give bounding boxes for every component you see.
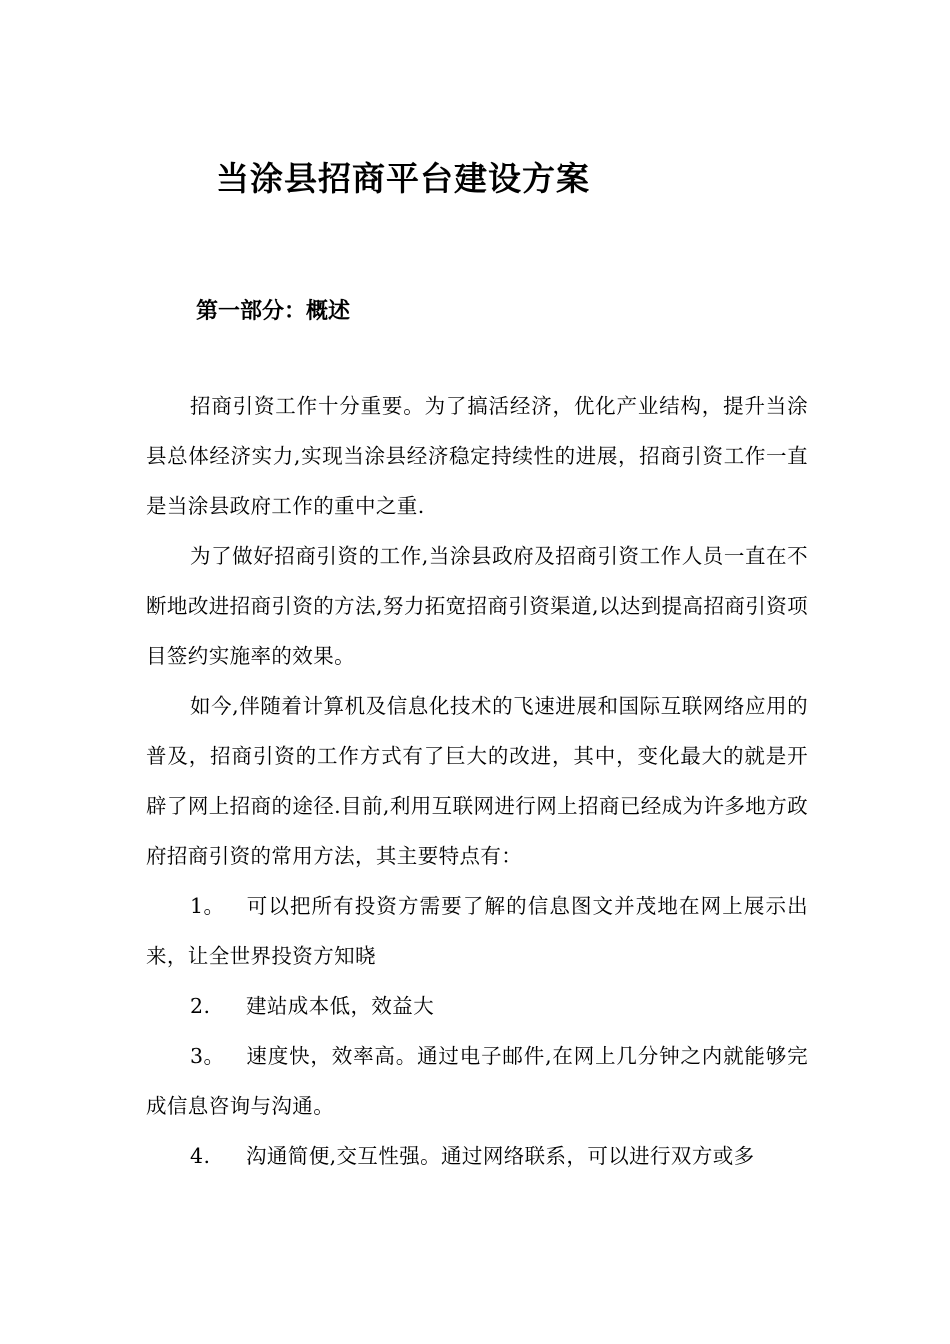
list-item (146, 981, 808, 1031)
section-heading: 第一部分：概述 (196, 298, 351, 324)
paragraph: 如今,伴随着计算机及信息化技术的飞速进展和国际互联网络应用的普及，招商引资的工作方式有了巨大的改进，其中，变化最大的就是开辟了网上招商的途径.目前,利用互联网进行网上招商已经成为许多地方政府招商引资的常用方法，其主要特点有： (146, 694, 808, 868)
list-item-text: 建站成本低，效益大 (246, 994, 435, 1018)
list-item-number: 3。 (190, 1044, 225, 1068)
paragraph: 为了做好招商引资的工作,当涂县政府及招商引资工作人员一直在不断地改进招商引资的方法,努力拓宽招商引资渠道,以达到提高招商引资项目签约实施率的效果。 (146, 544, 808, 668)
paragraph: 招商引资工作十分重要。为了搞活经济，优化产业结构，提升当涂县总体经济实力,实现当涂县经济稳定持续性的进展，招商引资工作一直是当涂县政府工作的重中之重. (146, 394, 808, 518)
list-item (146, 1031, 808, 1131)
list-item-text: 沟通简便,交互性强。通过网络联系，可以进行双方或多 (246, 1144, 755, 1168)
list-item-number: 2. (190, 994, 211, 1018)
list-item (146, 1131, 808, 1181)
body-text (146, 381, 808, 1181)
list-item-text: 速度快，效率高。通过电子邮件,在网上几分钟之内就能够完成信息咨询与沟通。 (146, 1044, 808, 1118)
list-item-number: 4. (190, 1144, 211, 1168)
list-item (146, 881, 808, 981)
document-title: 当涂县招商平台建设方案 (216, 159, 590, 198)
list-item-text: 可以把所有投资方需要了解的信息图文并茂地在网上展示出来，让全世界投资方知晓 (146, 894, 808, 968)
list-item-number: 1。 (190, 894, 225, 918)
